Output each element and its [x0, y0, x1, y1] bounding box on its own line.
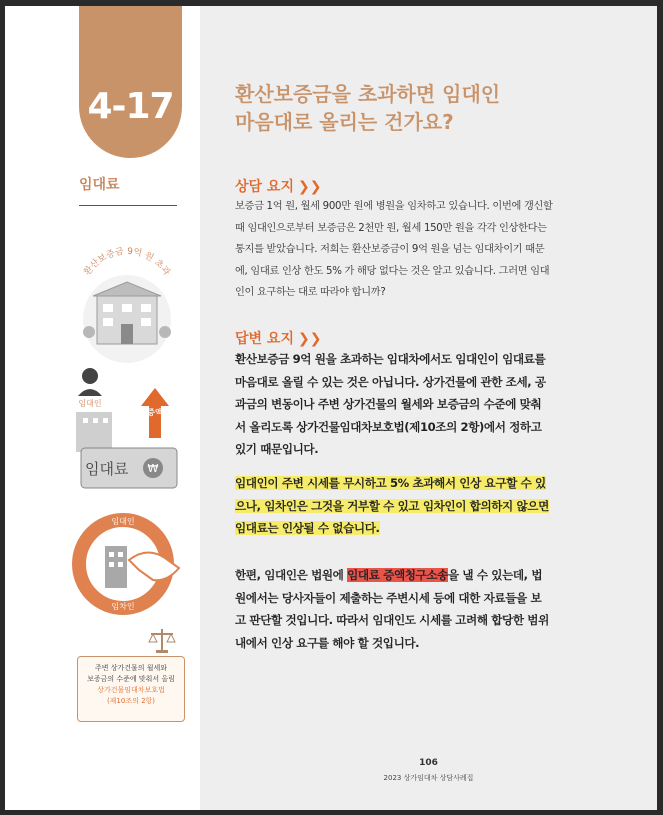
won-icon: ₩ [147, 462, 159, 475]
answer-line: 고 판단할 것입니다. 따라서 임대인도 시세를 고려해 합당한 범위 [235, 613, 549, 627]
answer-paragraph-1 [235, 348, 563, 461]
note-line: 보증금의 수준에 맞춰서 올림 [87, 675, 175, 683]
arc-label: 환산보증금 9억 원 초과 [82, 246, 172, 278]
answer-line: 원에서는 당사자들이 제출하는 주변시세 등에 대한 자료들을 보 [235, 590, 542, 605]
highlighted-line: 임대료는 인상될 수 없습니다. [235, 521, 380, 535]
rent-increase-illustration [73, 366, 183, 492]
answer-line: 환산보증금 9억 원을 초과하는 임대차에서도 임대인이 임대료를 [235, 352, 546, 366]
law-note-box [77, 656, 185, 722]
title-line: 환산보증금을 초과하면 임대인 [235, 82, 501, 106]
summary-body [235, 196, 560, 304]
page-number: 106 [419, 758, 438, 768]
person-icon [82, 368, 98, 384]
rent-sign-text: 임대료 [85, 460, 129, 478]
answer-line: 내에서 인상 요구를 해야 할 것입니다. [235, 635, 420, 650]
building-illustration [67, 244, 187, 364]
chapter-tab [79, 6, 182, 158]
note-line: (제10조의 2항) [106, 697, 156, 705]
answer-heading-text: 답변 요지 [235, 331, 294, 347]
increase-label: 증액 [147, 408, 163, 417]
answer-text: 을 낼 수 있는데, 법 [447, 568, 543, 582]
note-line: 주변 상가건물의 월세와 [94, 664, 168, 672]
book-title: 2023 상가임대차 상담사례집 [383, 774, 474, 782]
summary-line: 통지를 받았습니다. 저희는 환산보증금이 9억 원을 넘는 임대차이기 때문 [235, 244, 545, 255]
highlighted-line: 임대인이 주변 시세를 무시하고 5% 초과해서 인상 요구할 수 있 [235, 476, 546, 490]
handshake-ring-illustration [67, 508, 189, 620]
ring-bottom-label: 임차인 [111, 602, 135, 611]
answer-line: 있기 때문입니다. [235, 442, 319, 456]
summary-line: 보증금 1억 원, 월세 900만 원에 병원을 임차하고 있습니다. 이번에 갱신할 [235, 201, 553, 212]
chapter-number: 4-17 [87, 86, 174, 127]
scale-icon [147, 626, 177, 654]
answer-paragraph-3 [235, 564, 563, 654]
summary-line: 때 임대인으로부터 보증금은 2천만 원, 월세 150만 원을 각각 인상한다는 [235, 222, 547, 234]
category-label: 임대료 [79, 177, 120, 193]
chevron-icon: ❯❯ [297, 331, 322, 347]
answer-line: 마음대로 올릴 수 있는 것은 아닙니다. 상가건물에 관한 조세, 공 [235, 374, 546, 389]
ring-top-label: 임대인 [111, 517, 135, 526]
answer-heading [235, 328, 321, 348]
summary-heading-text: 상담 요지 [235, 179, 294, 195]
landlord-label: 임대인 [78, 399, 102, 408]
highlighted-term: 임대료 증액청구소송 [347, 568, 448, 582]
summary-line: 인이 요구하는 대로 따라야 합니까? [235, 287, 386, 298]
answer-text: 한편, 임대인은 법원에 [235, 568, 348, 582]
title-line: 마음대로 올리는 건가요? [235, 110, 454, 134]
summary-line: 에, 임대료 인상 한도 5% 가 해당 없다는 것은 알고 있습니다. 그러면 임대 [235, 265, 550, 277]
page-title [235, 80, 615, 136]
answer-line: 서 올리도록 상가건물임대차보호법(제10조의 2항)에서 정하고 [235, 419, 542, 434]
answer-paragraph-2 [235, 472, 563, 540]
answer-line: 과금의 변동이나 주변 상가건물의 월세와 보증금의 수준에 맞춰 [235, 397, 542, 411]
highlighted-line: 으나, 임차인은 그것을 거부할 수 있고 임차인이 합의하지 않으면 [235, 498, 549, 513]
page [5, 6, 657, 810]
note-line: 상가건물임대차보호법 [97, 686, 165, 694]
divider [79, 205, 177, 206]
summary-heading [235, 176, 321, 196]
chevron-icon: ❯❯ [297, 179, 322, 195]
